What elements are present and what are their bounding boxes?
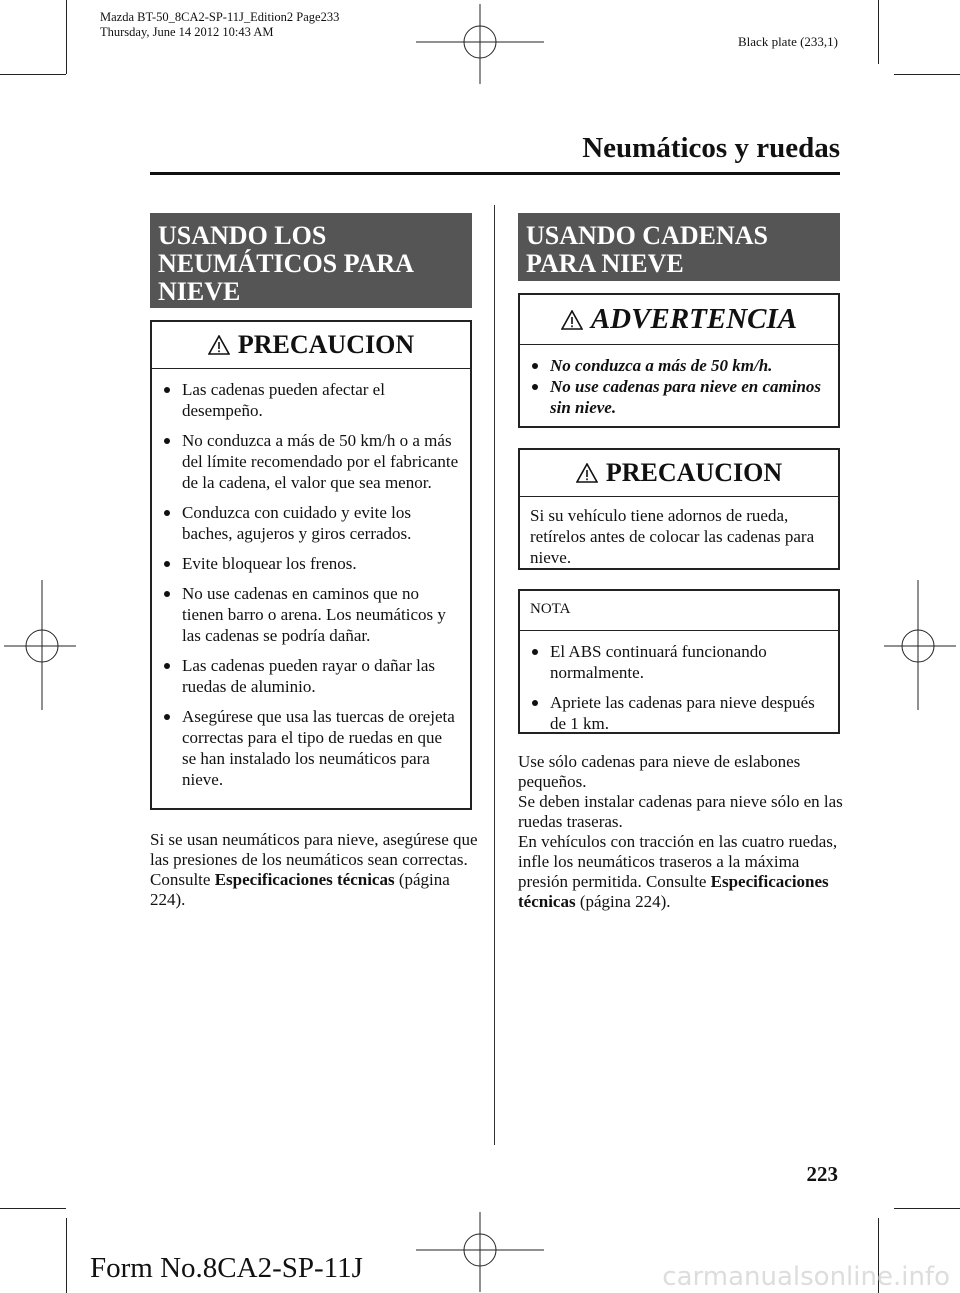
caution-heading [152,322,470,369]
warning-title: ADVERTENCIA [590,303,798,335]
plate-label: Black plate (233,1) [738,34,838,49]
right-header-line: USANDO CADENAS [526,221,768,250]
warning-triangle-icon [561,310,583,330]
bullet-icon [164,561,170,567]
list-item-text: Las cadenas pueden afectar el desempeño. [182,380,385,420]
caution-title: PRECAUCION [605,458,783,487]
print-metadata-line2: Thursday, June 14 2012 10:43 AM [100,25,274,39]
right-paragraph-line: Use sólo cadenas para nieve de eslabones pequeños. [518,752,801,791]
page-reference: (página 224). [579,892,671,911]
registration-mark-right [884,580,956,710]
section-title: Neumáticos y ruedas [582,132,840,164]
bullet-icon [164,663,170,669]
crop-mark [0,74,66,75]
bullet-icon [164,387,170,393]
specs-reference-link[interactable]: Especificaciones técnicas [518,872,829,911]
list-item [160,379,460,421]
list-item [160,430,460,493]
bullet-icon [164,591,170,597]
nota-label: NOTA [520,591,838,631]
warning-triangle-icon [576,463,598,483]
list-item-text: Las cadenas pueden rayar o dañar las ruedas de aluminio. [182,656,435,696]
list-item [528,355,828,376]
list-item [528,641,828,683]
form-number: Form No.8CA2-SP-11J [90,1252,363,1284]
warning-heading [520,295,838,345]
left-header-line: NIEVE [158,277,241,306]
list-item [160,502,460,544]
watermark: carmanualsonline.info [662,1262,950,1292]
bullet-icon [164,438,170,444]
bullet-icon [532,649,538,655]
left-paragraph [150,830,480,910]
list-item-text: No conduzca a más de 50 km/h o a más del límite recomendado por el fabricante de la cadena, el valor que sea menor. [182,431,459,492]
warning-triangle-icon [208,335,230,355]
column-divider [494,205,495,1145]
right-caution-box [518,448,840,570]
list-item [160,655,460,697]
warning-box [518,293,840,428]
left-section-header [150,213,472,308]
crop-mark [894,1208,960,1209]
specs-reference-link[interactable]: Especificaciones técnicas [214,870,395,889]
crop-mark [894,74,960,75]
left-caution-box [150,320,472,810]
list-item [160,706,460,790]
bullet-icon [164,714,170,720]
list-item-text: El ABS continuará funcionando normalmente. [550,642,767,682]
list-item [528,376,828,418]
print-metadata-line1: Mazda BT-50_8CA2-SP-11J_Edition2 Page233 [100,10,340,24]
caution-text: Si su vehículo tiene adornos de rueda, retírelos antes de colocar las cadenas para nieve. [530,506,815,567]
section-rule [150,172,840,175]
left-header-line: USANDO LOS [158,221,327,250]
crop-mark [66,1218,67,1293]
list-item-text: Asegúrese que usa las tuercas de orejeta correctas para el tipo de ruedas en que se han instalado los neumáticos para nieve. [182,707,455,789]
list-item-text: No use cadenas para nieve en caminos sin nieve. [550,377,822,417]
bullet-icon [532,363,538,369]
right-paragraph-line [518,832,848,912]
print-metadata [100,10,339,40]
left-paragraph-text: Si se usan neumáticos para nieve, asegúrese que las presiones de los neumáticos sean correctas. Consulte [150,830,478,889]
crop-mark [0,1208,66,1209]
list-item-text: Conduzca con cuidado y evite los baches, agujeros y giros cerrados. [182,503,412,543]
registration-mark-bottom [416,1212,544,1292]
crop-mark [66,0,67,74]
registration-mark-left [4,580,76,710]
bullet-icon [532,384,538,390]
right-paragraph-line: Se deben instalar cadenas para nieve sólo en las ruedas traseras. [518,792,843,831]
caution-list [152,369,470,800]
left-header-line: NEUMÁTICOS PARA [158,249,414,278]
right-paragraph [518,752,848,912]
list-item-text: Evite bloquear los frenos. [182,554,357,573]
nota-list [520,631,838,744]
list-item [528,692,828,734]
list-item-text: Apriete las cadenas para nieve después de 1 km. [550,693,815,733]
crop-mark [878,0,879,64]
right-header-line: PARA NIEVE [526,249,684,278]
list-item-text: No use cadenas en caminos que no tienen barro o arena. Los neumáticos y las cadenas se podría dañar. [182,584,446,645]
registration-mark-top [416,4,544,84]
page-reference: (página 224). [150,870,450,909]
bullet-icon [164,510,170,516]
caution-title: PRECAUCION [237,330,415,359]
caution-heading [520,450,838,497]
right-paragraph-text: En vehículos con tracción en las cuatro ruedas, infle los neumáticos traseros a la máxima presión permitida. Consulte [518,832,838,891]
nota-box [518,589,840,734]
list-item [160,553,460,574]
page-number: 223 [806,1162,838,1186]
list-item [160,583,460,646]
list-item-text: No conduzca a más de 50 km/h. [550,356,773,375]
warning-list [520,345,838,428]
right-section-header [518,213,840,281]
bullet-icon [532,700,538,706]
